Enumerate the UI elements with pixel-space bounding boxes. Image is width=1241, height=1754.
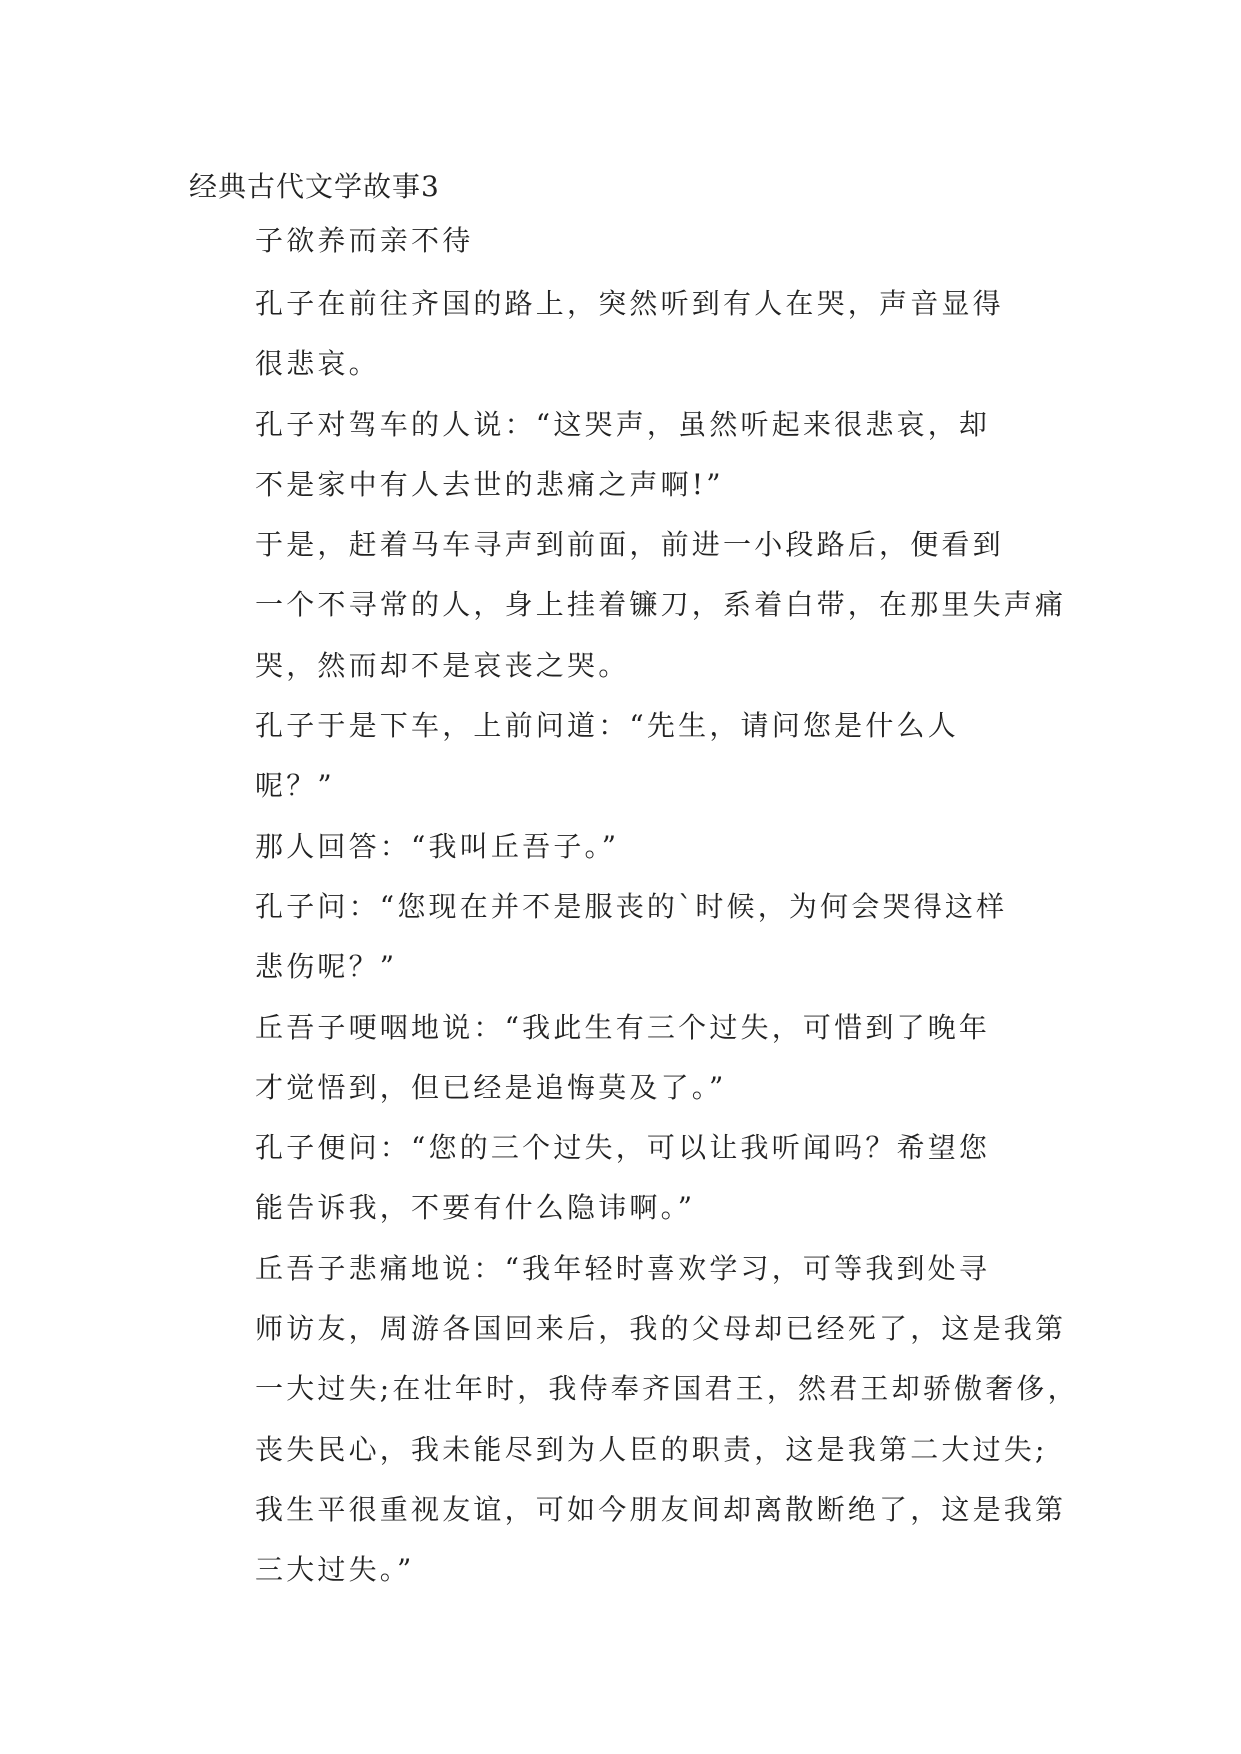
document-body (189, 160, 1079, 1601)
paragraph-line: 才觉悟到，但已经是追悔莫及了。” (255, 1070, 727, 1104)
story-paragraph (189, 696, 1051, 817)
paragraph-line: 很悲哀。 (255, 347, 380, 381)
paragraph-line: 我生平很重视友谊，可如今朋友间却离散断绝了，这是我第 (255, 1492, 1067, 1526)
paragraph-line: 孔子对驾车的人说：“这哭声，虽然听起来很悲哀，却 (255, 407, 991, 441)
story-paragraph (189, 1118, 1051, 1239)
story-paragraph (189, 274, 1051, 395)
paragraph-line: 孔子问：“您现在并不是服丧的`时候，为何会哭得这样 (255, 889, 1008, 923)
paragraph-line: 丧失民心，我未能尽到为人臣的职责，这是我第二大过失; (255, 1432, 1048, 1466)
paragraph-line: 丘吾子悲痛地说：“我年轻时喜欢学习，可等我到处寻 (255, 1251, 991, 1285)
paragraph-line: 哭，然而却不是哀丧之哭。 (255, 648, 630, 682)
paragraph-line: 呢？” (255, 769, 335, 803)
story-paragraph (189, 1239, 1079, 1601)
paragraph-line: 悲伤呢？” (255, 950, 398, 984)
document-title: 经典古代文学故事3 (189, 170, 440, 203)
paragraph-line: 能告诉我，不要有什么隐讳啊。” (255, 1191, 696, 1225)
paragraph-line: 孔子便问：“您的三个过失，可以让我听闻吗？希望您 (255, 1131, 991, 1165)
paragraph-line: 于是，赶着马车寻声到前面，前进一小段路后，便看到 (255, 528, 1004, 562)
story-paragraph (189, 877, 1051, 998)
paragraph-line: 师访友，周游各国回来后，我的父母却已经死了，这是我第 (255, 1312, 1067, 1346)
paragraph-line: 丘吾子哽咽地说：“我此生有三个过失，可惜到了晚年 (255, 1010, 991, 1044)
paragraph-line: 孔子于是下车，上前问道：“先生，请问您是什么人 (255, 709, 959, 743)
story-paragraph (189, 998, 1051, 1119)
paragraph-line: 那人回答：“我叫丘吾子。” (255, 829, 620, 863)
paragraph-line: 一个不寻常的人，身上挂着镰刀，系着白带，在那里失声痛 (255, 588, 1067, 622)
story-subtitle: 子欲养而亲不待 (255, 224, 474, 257)
story-paragraph (189, 515, 1067, 696)
paragraph-line: 三大过失。” (255, 1553, 415, 1587)
paragraph-line: 孔子在前往齐国的路上，突然听到有人在哭，声音显得 (255, 287, 1004, 320)
story-paragraphs (189, 274, 1079, 1601)
story-paragraph (189, 395, 1051, 516)
story-paragraph (189, 817, 1051, 877)
paragraph-line: 不是家中有人去世的悲痛之声啊!” (255, 467, 724, 501)
paragraph-line: 一大过失;在壮年时，我侍奉齐国君王，然君王却骄傲奢侈， (255, 1372, 1079, 1406)
